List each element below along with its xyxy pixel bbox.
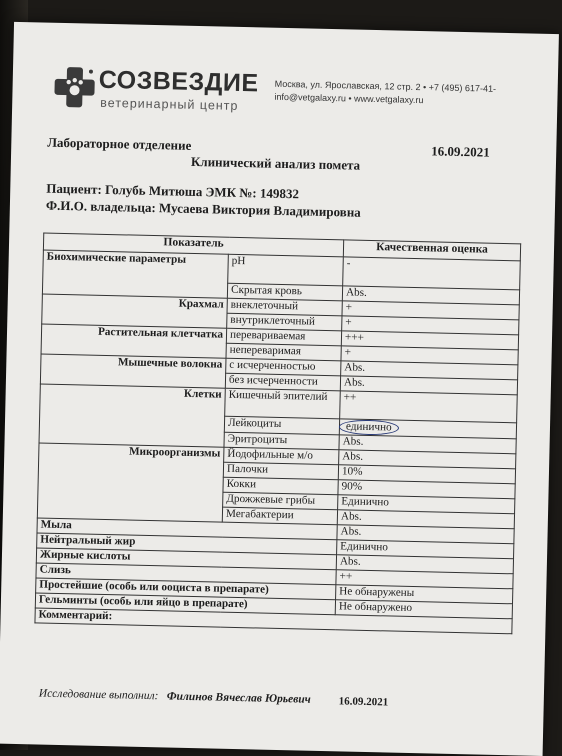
row-value: ++ [336, 570, 513, 589]
department-label: Лабораторное отделение [47, 134, 192, 153]
brand-subtitle: ветеринарный центр [100, 95, 239, 113]
results-table [34, 233, 521, 635]
report-date: 16.09.2021 [431, 143, 490, 160]
row-label: внутриклеточный [227, 313, 342, 331]
clinic-contacts [274, 78, 496, 109]
row-value: Не обнаружено [335, 600, 512, 619]
cross-paw-logo-icon [52, 65, 97, 110]
row-value: Abs. [337, 510, 514, 529]
row-value: Не обнаружены [336, 585, 513, 604]
group-label: Клетки [39, 384, 225, 447]
row-label: Эритроциты [224, 432, 339, 450]
performed-by-label: Исследование выполнил: [38, 687, 159, 703]
row-value: 90% [338, 480, 515, 499]
row-label: с исчерченностью [226, 358, 341, 376]
group-label: Растительная клетчатка [41, 324, 227, 358]
row-value: Abs. [342, 286, 519, 305]
row-value: - [343, 257, 521, 290]
row-value: Abs. [340, 376, 517, 395]
row-label: Палочки [223, 462, 338, 480]
row-value: 10% [338, 465, 515, 484]
row-value: + [342, 316, 519, 335]
comments-label: Комментарий: [35, 608, 512, 634]
row-label: непереваримая [226, 343, 341, 361]
row-label: Скрытая кровь [227, 283, 342, 301]
row-label: Слизь [36, 563, 336, 585]
row-value: Abs. [336, 555, 513, 574]
row-value: +++ [341, 331, 518, 350]
pen-circled-value: единично [339, 419, 399, 435]
row-label: Жирные кислоты [36, 548, 336, 570]
row-label: Лейкоциты [224, 416, 339, 435]
row-value: Единично [337, 540, 514, 559]
row-value: Abs. [339, 450, 516, 469]
row-label: Простейшие (особь или ооциста в препарате) [36, 578, 336, 600]
row-label: Кокки [223, 477, 338, 495]
row-value: Abs. [339, 435, 516, 454]
row-label: внеклеточный [227, 298, 342, 316]
row-value: Abs. [341, 361, 518, 380]
contact-address-phone: Москва, ул. Ярославская, 12 стр. 2 • +7 (495) 617-41- [274, 78, 497, 94]
signature-date: 16.09.2021 [338, 695, 389, 709]
row-label: Мегабактерии [222, 507, 337, 525]
row-label: Гельминты (особь или яйцо в препарате) [35, 593, 335, 615]
group-label: Мышечные волокна [40, 354, 226, 388]
row-label: Кишечный эпителий [225, 388, 341, 419]
row-value: Единично [338, 495, 515, 514]
owner-line: Ф.И.О. владельца: Мусаева Виктория Владимировна [45, 197, 361, 220]
contact-email-web: info@vetgalaxy.ru • www.vetgalaxy.ru [274, 91, 424, 106]
row-label: Мыла [37, 518, 337, 540]
group-label: Микроорганизмы [37, 443, 224, 522]
group-label: Крахмал [42, 294, 228, 328]
document-title: Клинический анализ помета [190, 153, 361, 173]
clinic-logo [52, 63, 259, 118]
group-label: Биохимические параметры [42, 250, 228, 298]
row-value: + [342, 301, 519, 320]
row-value: Abs. [337, 525, 514, 544]
lab-report-sheet [0, 22, 559, 756]
row-label: без исчерченности [225, 373, 340, 391]
row-value: + [341, 346, 518, 365]
row-label: перевариваемая [226, 328, 341, 346]
row-label: Дрожжевые грибы [223, 492, 338, 510]
row-value: ++ [340, 391, 518, 423]
brand-name: СОЗВЕЗДИЕ [98, 65, 259, 98]
header-indicator: Показатель [43, 233, 343, 257]
patient-line: Пациент: Голубь Митюша ЭМК №: 149832 [46, 180, 300, 202]
row-label: Йодофильные м/о [224, 447, 339, 465]
row-label: Нейтральный жир [37, 533, 337, 555]
header-quality: Качественная оценка [343, 240, 520, 261]
performer-name: Филинов Вячеслав Юрьевич [166, 690, 311, 706]
row-label: pH [228, 254, 344, 286]
